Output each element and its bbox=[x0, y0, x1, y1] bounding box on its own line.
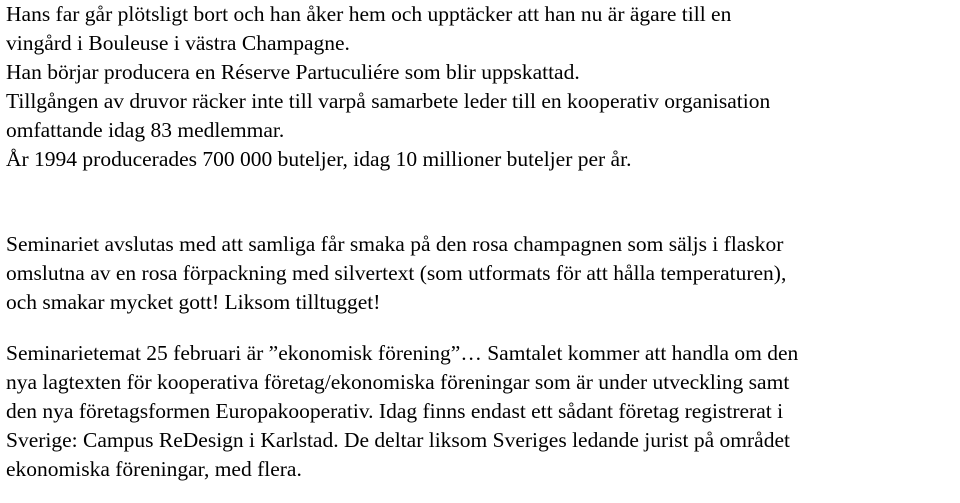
text-line: omfattande idag 83 medlemmar. bbox=[6, 118, 285, 142]
text-line: År 1994 producerades 700 000 buteljer, idag 10 millioner buteljer per år. bbox=[6, 147, 632, 171]
text-line: Seminarietemat 25 februari är ”ekonomisk förening”… Samtalet kommer att handla om den bbox=[6, 341, 799, 365]
text-line: Seminariet avslutas med att samliga får smaka på den rosa champagnen som säljs i flaskor bbox=[6, 232, 784, 256]
document-body bbox=[6, 0, 956, 484]
text-line: Sverige: Campus ReDesign i Karlstad. De deltar liksom Sveriges ledande jurist på området bbox=[6, 428, 790, 452]
text-line: ekonomiska föreningar, med flera. bbox=[6, 457, 302, 481]
text-line: och smakar mycket gott! Liksom tilltugget! bbox=[6, 290, 381, 314]
text-line: Hans far går plötsligt bort och han åker hem och upptäcker att han nu är ägare till en bbox=[6, 2, 732, 26]
text-line: Han börjar producera en Réserve Partuculiére som blir uppskattad. bbox=[6, 60, 580, 84]
paragraph-seminar-theme bbox=[6, 339, 956, 484]
text-line: omslutna av en rosa förpackning med silvertext (som utformats för att hålla temperaturen), bbox=[6, 261, 787, 285]
paragraph-vineyard-story bbox=[6, 0, 956, 174]
text-line: den nya företagsformen Europakooperativ. Idag finns endast ett sådant företag registrerat i bbox=[6, 399, 784, 423]
text-line: vingård i Bouleuse i västra Champagne. bbox=[6, 31, 350, 55]
paragraph-spacer bbox=[6, 174, 956, 230]
text-line: nya lagtexten för kooperativa företag/ekonomiska föreningar som är under utveckling samt bbox=[6, 370, 790, 394]
text-line: Tillgången av druvor räcker inte till varpå samarbete leder till en kooperativ organisation bbox=[6, 89, 771, 113]
paragraph-spacer bbox=[6, 317, 956, 339]
paragraph-seminar-ending bbox=[6, 230, 956, 317]
